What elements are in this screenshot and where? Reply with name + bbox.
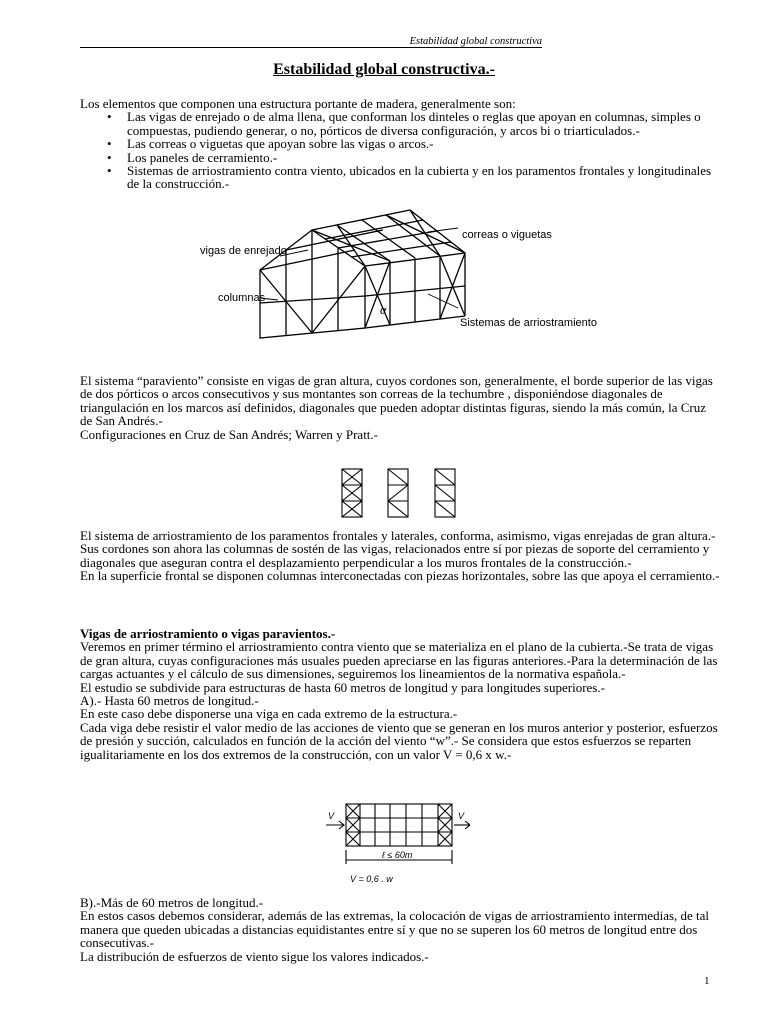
paragraph-text: Cada viga debe resistir el valor medio de las acciones de viento que se generan en los muros anterior y posterior, esfuerzos de presión y succión, calculados en función de la acción del viento “w”.- Se considera que estos esfuerzos se reparten igualitariamente en los dos extremos de la construcción, con un valor V = 0,6 x w.-: [80, 719, 718, 762]
intro-block: [80, 97, 720, 191]
paragraph-text: El sistema “paraviento” consiste en vigas de gran altura, cuyos cordones son, generalmente, el borde superior de las vigas de dos pórticos o arcos consecutivos y sus montantes son correas de la techumbre , disponiéndose diagonales de triangulación en los marcos así definidos, diagonales que pueden adoptar distintas figuras, siendo la más común, la Cruz de San Andrés.-: [80, 373, 713, 429]
label-formula: V = 0,6 . w: [350, 874, 393, 884]
wind-beam-figure: [320, 800, 470, 892]
paragraph-text: En este caso debe disponerse una viga en cada extremo de la estructura.-: [80, 706, 458, 722]
label-sistemas-arriostramiento: Sistemas de arriostramiento: [460, 317, 597, 329]
bracing-configurations-figure: [338, 468, 458, 520]
page-title: Estabilidad global constructiva.-: [273, 61, 495, 78]
bullet-item: • Las vigas de enrejado o de alma llena, que conforman los dinteles o reglas que apoyan en columnas, simples o compuestas, pudiendo generar, o no, pórticos de diversa configuración, y arcos bi o triarticulados.-: [80, 110, 720, 137]
paragraph-text: El estudio se subdivide para estructuras de hasta 60 metros de longitud y para longitudes superiores.-: [80, 679, 605, 695]
paragraph-text: El sistema de arriostramiento de los paramentos frontales y laterales, conforma, asimismo, vigas enrejadas de gran altura.-Sus cordones son ahora las columnas de sostén de las vigas, relacionados entre sí por piezas de soporte del cerramiento y diagonales que aseguran contra el desplazamiento perpendicular a los muros frontales de la construcción.-: [80, 528, 716, 570]
paragraph-text: B).-Más de 60 metros de longitud.-: [80, 895, 264, 910]
frontal-bracing-paragraph: [80, 529, 720, 583]
truss-warren: [388, 469, 408, 517]
bullet-list: [80, 110, 720, 190]
paragraph-text: La distribución de esfuerzos de viento sigue los valores indicados.-: [80, 948, 429, 964]
label-vigas-de-enrejado: vigas de enrejado: [200, 245, 287, 257]
bullet-item: • Las correas o viguetas que apoyan sobre las vigas o arcos.-: [80, 137, 720, 150]
label-v-right: V: [458, 811, 465, 821]
paraviento-paragraph: [80, 374, 720, 441]
bullet-item: • Sistemas de arriostramiento contra viento, ubicados en la cubierta y en los paramentos frontales y longitudinales de la construcción.-: [80, 164, 720, 191]
label-alpha: α: [380, 305, 387, 317]
section-b: [80, 896, 720, 963]
paragraph-text: Veremos en primer término el arriostramiento contra viento que se materializa en el plano de la cubierta.-Se trata de vigas de gran altura, cuyas configuraciones más usuales pueden apreciarse en las figuras anteriores.-Para la determinación de las cargas actuantes y el cálculo de sus dimensiones, seguiremos los lineamientos de la normativa española.-: [80, 639, 718, 682]
label-columnas: columnas: [218, 292, 266, 304]
label-length: ℓ ≤ 60m: [382, 850, 413, 860]
running-header: [80, 36, 542, 48]
paragraph-text: Configuraciones en Cruz de San Andrés; Warren y Pratt.-: [80, 426, 378, 442]
building-structure-figure: [200, 208, 640, 363]
section-heading: Vigas de arriostramiento o vigas paravientos.-: [80, 626, 336, 641]
label-correas-o-viguetas: correas o viguetas: [462, 229, 552, 241]
paragraph-text: En estos casos debemos considerar, además de las extremas, la colocación de vigas de arriostramiento intermedias, de tal manera que queden ubicadas a distancias equidistantes entre sí y que no se superen los 60 metros de longitud entre dos consecutivas.-: [80, 908, 710, 951]
page-number: 1: [704, 975, 710, 987]
section-paravientos: [80, 627, 720, 761]
intro-text: Los elementos que componen una estructura portante de madera, generalmente son:: [80, 96, 516, 111]
truss-pratt: [435, 469, 455, 517]
paragraph-text: A).- Hasta 60 metros de longitud.-: [80, 693, 259, 709]
truss-cruz-san-andres: [342, 469, 362, 517]
label-v-left: V: [328, 811, 335, 821]
running-title: Estabilidad global constructiva: [409, 36, 542, 47]
bullet-item: • Los paneles de cerramiento.-: [80, 151, 720, 164]
paragraph-text: En la superficie frontal se disponen columnas interconectadas con piezas horizontales, sobre las que apoya el cerramiento.-: [80, 568, 720, 584]
